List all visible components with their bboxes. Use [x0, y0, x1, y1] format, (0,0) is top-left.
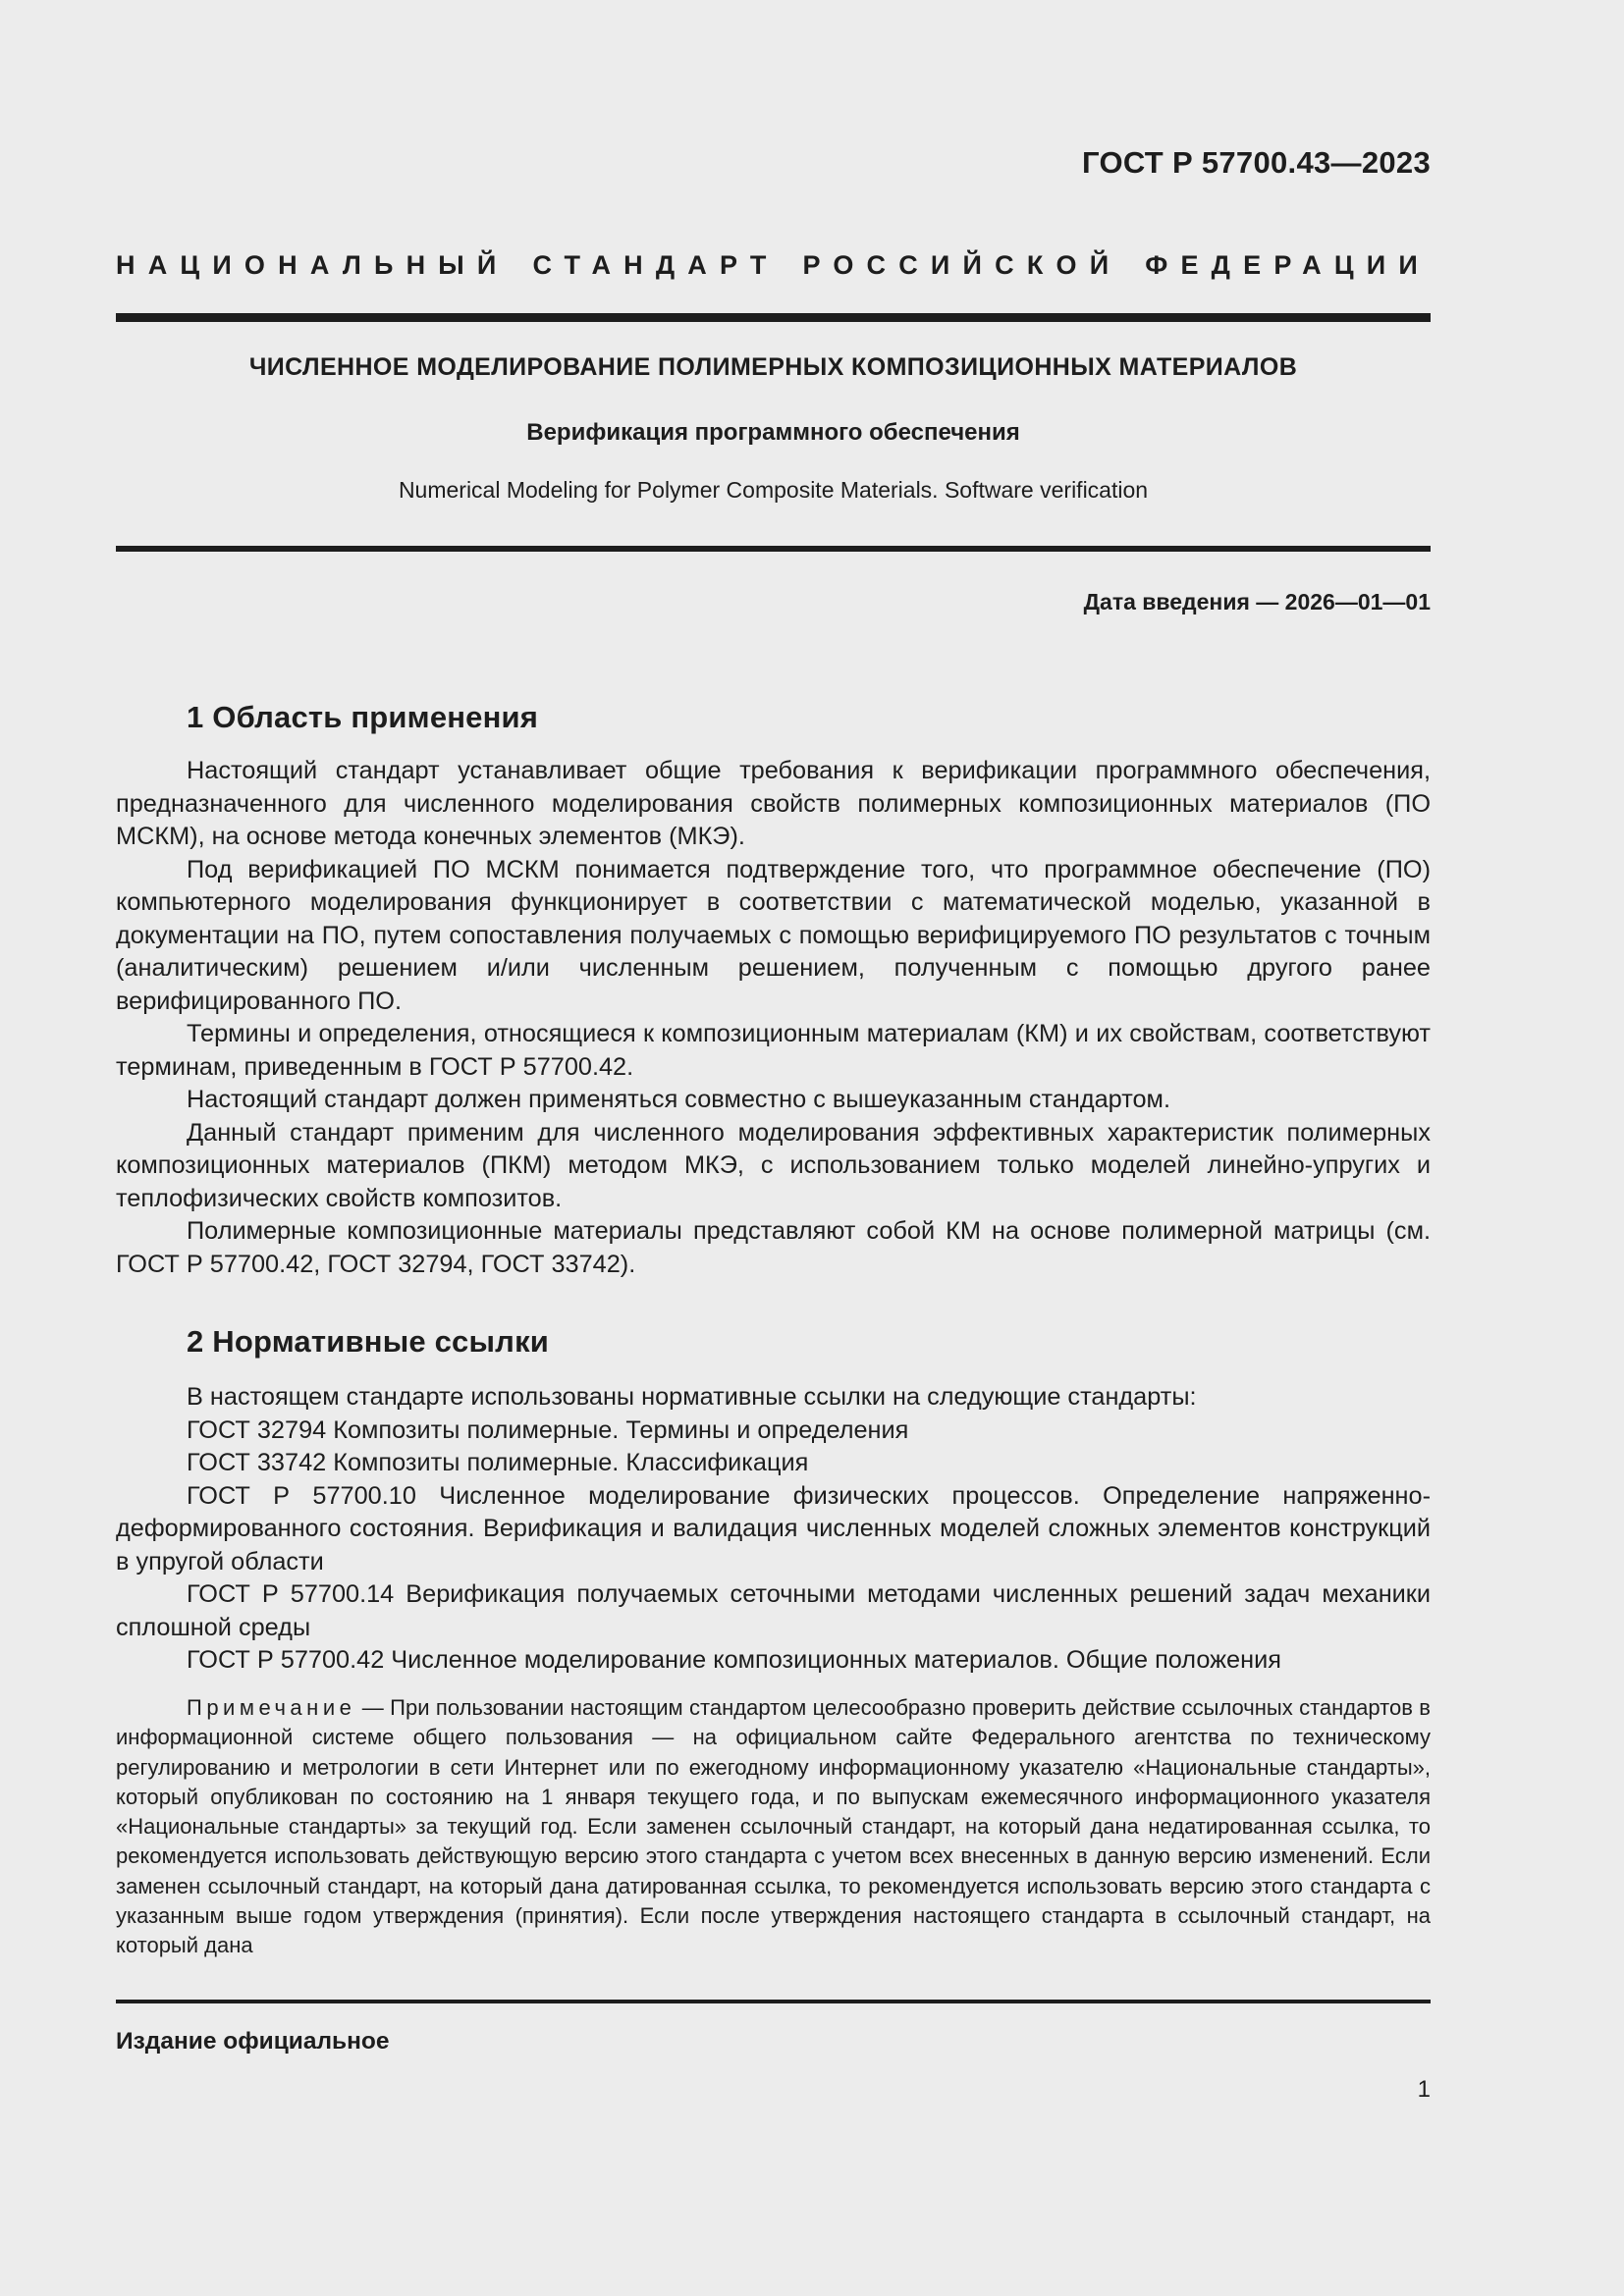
paragraph: Настоящий стандарт должен применяться совместно с вышеуказанным стандартом.: [187, 1086, 1170, 1113]
english-title: Numerical Modeling for Polymer Composite Materials. Software verification: [398, 477, 1149, 503]
section-2-body: [116, 1381, 1431, 1678]
paragraph: Термины и определения, относящиеся к композиционным материалам (КМ) и их свойствам, соответствуют терминам, приведенным в ГОСТ Р 57700.42.: [116, 1020, 1431, 1081]
section-1-heading: 1 Область применения: [187, 700, 539, 734]
note-text: — При пользовании настоящим стандартом целесообразно проверить действие ссылочных стандартов в информационной системе общего пользования — на официальном сайте Федерального агентства по техническому регулированию и метрологии в сети Интернет или по ежегодному информационному указателю «Национальные стандарты», который опубликован по состоянию на 1 января текущего года, и по выпускам ежемесячного информационного указателя «Национальные стандарты» за текущий год. Если заменен ссылочный стандарт, на который дана недатированная ссылка, то рекомендуется использовать действующую версию этого стандарта с учетом всех внесенных в данную версию изменений. Если заменен ссылочный стандарт, на который дана датированная ссылка, то рекомендуется использовать версию этого стандарта с указанным выше годом утверждения (принятия). Если после утверждения настоящего стандарта в ссылочный стандарт, на который дана: [116, 1695, 1431, 1958]
page-number: 1: [1417, 2076, 1431, 2103]
paragraph: В настоящем стандарте использованы нормативные ссылки на следующие стандарты:: [187, 1383, 1197, 1411]
note-paragraph: [116, 1693, 1431, 1961]
reference-item: ГОСТ Р 57700.14 Верификация получаемых сеточными методами численных решений задач механики сплошной среды: [116, 1580, 1431, 1641]
paragraph: Настоящий стандарт устанавливает общие требования к верификации программного обеспечения, предназначенного для численного моделирования свойств полимерных композиционных материалов (ПО МСКМ), на основе метода конечных элементов (МКЭ).: [116, 757, 1431, 850]
reference-item: ГОСТ Р 57700.10 Численное моделирование физических процессов. Определение напряженно-деформированного состояния. Верификация и валидация численных моделей сложных элементов конструкций в упругой области: [116, 1481, 1431, 1575]
paragraph: Под верификацией ПО МСКМ понимается подтверждение того, что программное обеспечение (ПО) компьютерного моделирования функционирует в соответствии с математической моделью, указанной в документации на ПО, путем сопоставления получаемых с помощью верифицируемого ПО результатов с точным (аналитическим) решением и/или численным решением, полученным с помощью другого ранее верифицированного ПО.: [116, 855, 1431, 1015]
note-label: Примечание: [187, 1695, 356, 1720]
reference-item: ГОСТ Р 57700.42 Численное моделирование композиционных материалов. Общие положения: [187, 1646, 1281, 1674]
official-edition-label: Издание официальное: [116, 2028, 390, 2055]
document-code: ГОСТ Р 57700.43—2023: [1082, 145, 1431, 180]
national-standard-banner: НАЦИОНАЛЬНЫЙ СТАНДАРТ РОССИЙСКОЙ ФЕДЕРАЦИИ: [116, 250, 1431, 280]
document-page: [116, 0, 1431, 2296]
section-1-body: [116, 755, 1431, 1281]
reference-item: ГОСТ 33742 Композиты полимерные. Классификация: [187, 1449, 809, 1476]
document-subtitle: Верификация программного обеспечения: [526, 419, 1020, 446]
document-title: ЧИСЛЕННОЕ МОДЕЛИРОВАНИЕ ПОЛИМЕРНЫХ КОМПОЗИЦИОННЫХ МАТЕРИАЛОВ: [248, 353, 1298, 381]
paragraph: Полимерные композиционные материалы представляют собой КМ на основе полимерной матрицы (см. ГОСТ Р 57700.42, ГОСТ 32794, ГОСТ 33742).: [116, 1217, 1431, 1278]
reference-item: ГОСТ 32794 Композиты полимерные. Термины и определения: [187, 1415, 909, 1444]
section-2-heading: 2 Нормативные ссылки: [187, 1324, 550, 1359]
title-divider: [116, 546, 1431, 552]
paragraph: Данный стандарт применим для численного моделирования эффективных характеристик полимерных композиционных материалов (ПКМ) методом МКЭ, с использованием только моделей линейно-упругих и теплофизических свойств композитов.: [116, 1118, 1431, 1212]
footer-divider: [116, 2000, 1431, 2003]
introduction-date: Дата введения — 2026—01—01: [1083, 589, 1431, 614]
top-divider: [116, 313, 1431, 322]
